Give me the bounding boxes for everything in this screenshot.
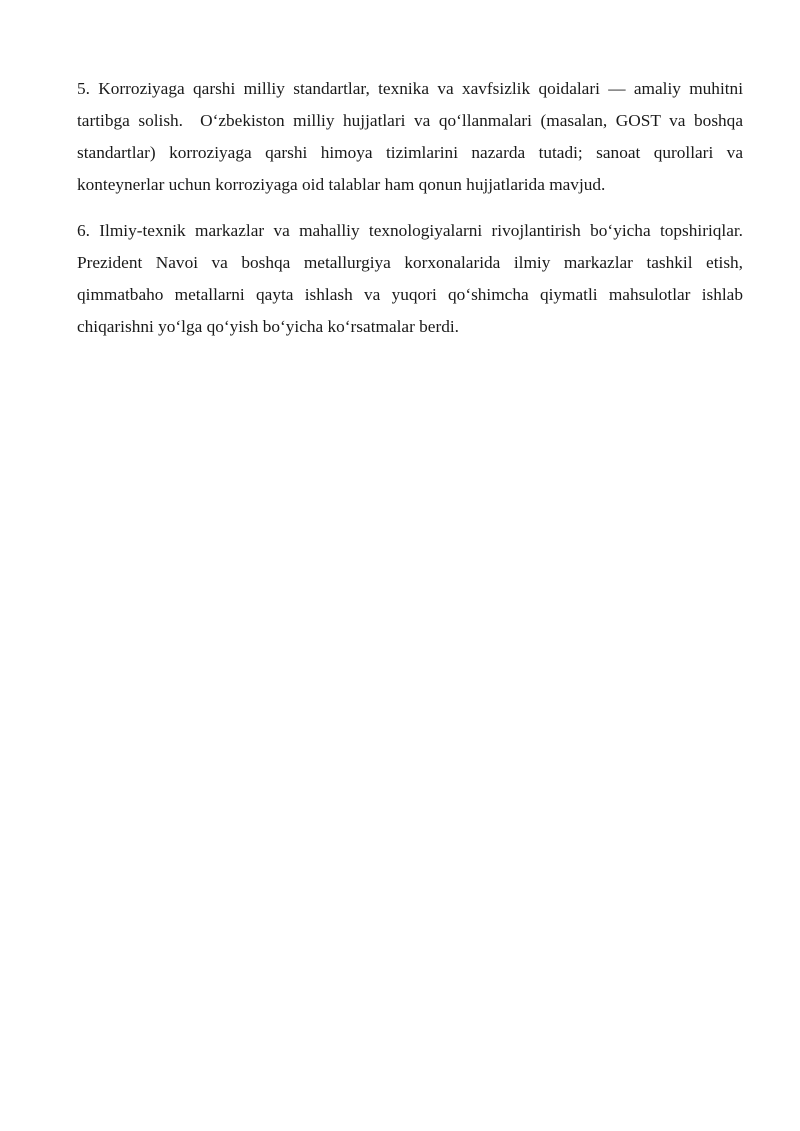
paragraph-5-standards: 5. Korroziyaga qarshi milliy standartlar, texnika va xavfsizlik qoidalari — amaliy muhitni tartibga solish. O‘zbekiston milliy hujjatlari va qo‘llanmalari (masalan, GOST va boshqa standartlar) korroziyaga qarshi himoya tizimlarini nazarda tutadi; sanoat qurollari va konteynerlar uchun korroziyaga oid talablar ham qonun hujjatlarida mavjud. xyxy=(77,79,748,194)
paragraph-6-science-centers: 6. Ilmiy-texnik markazlar va mahalliy texnologiyalarni rivojlantirish bo‘yicha topshiriqlar. Prezident Navoi va boshqa metallurgiya korxonalarida ilmiy markazlar tashkil etish, qimmatbaho metallarni qayta ishlash va yuqori qo‘shimcha qiymatli mahsulotlar ishlab chiqarishni yo‘lga qo‘yish bo‘yicha ko‘rsatmalar berdi. xyxy=(77,221,748,336)
